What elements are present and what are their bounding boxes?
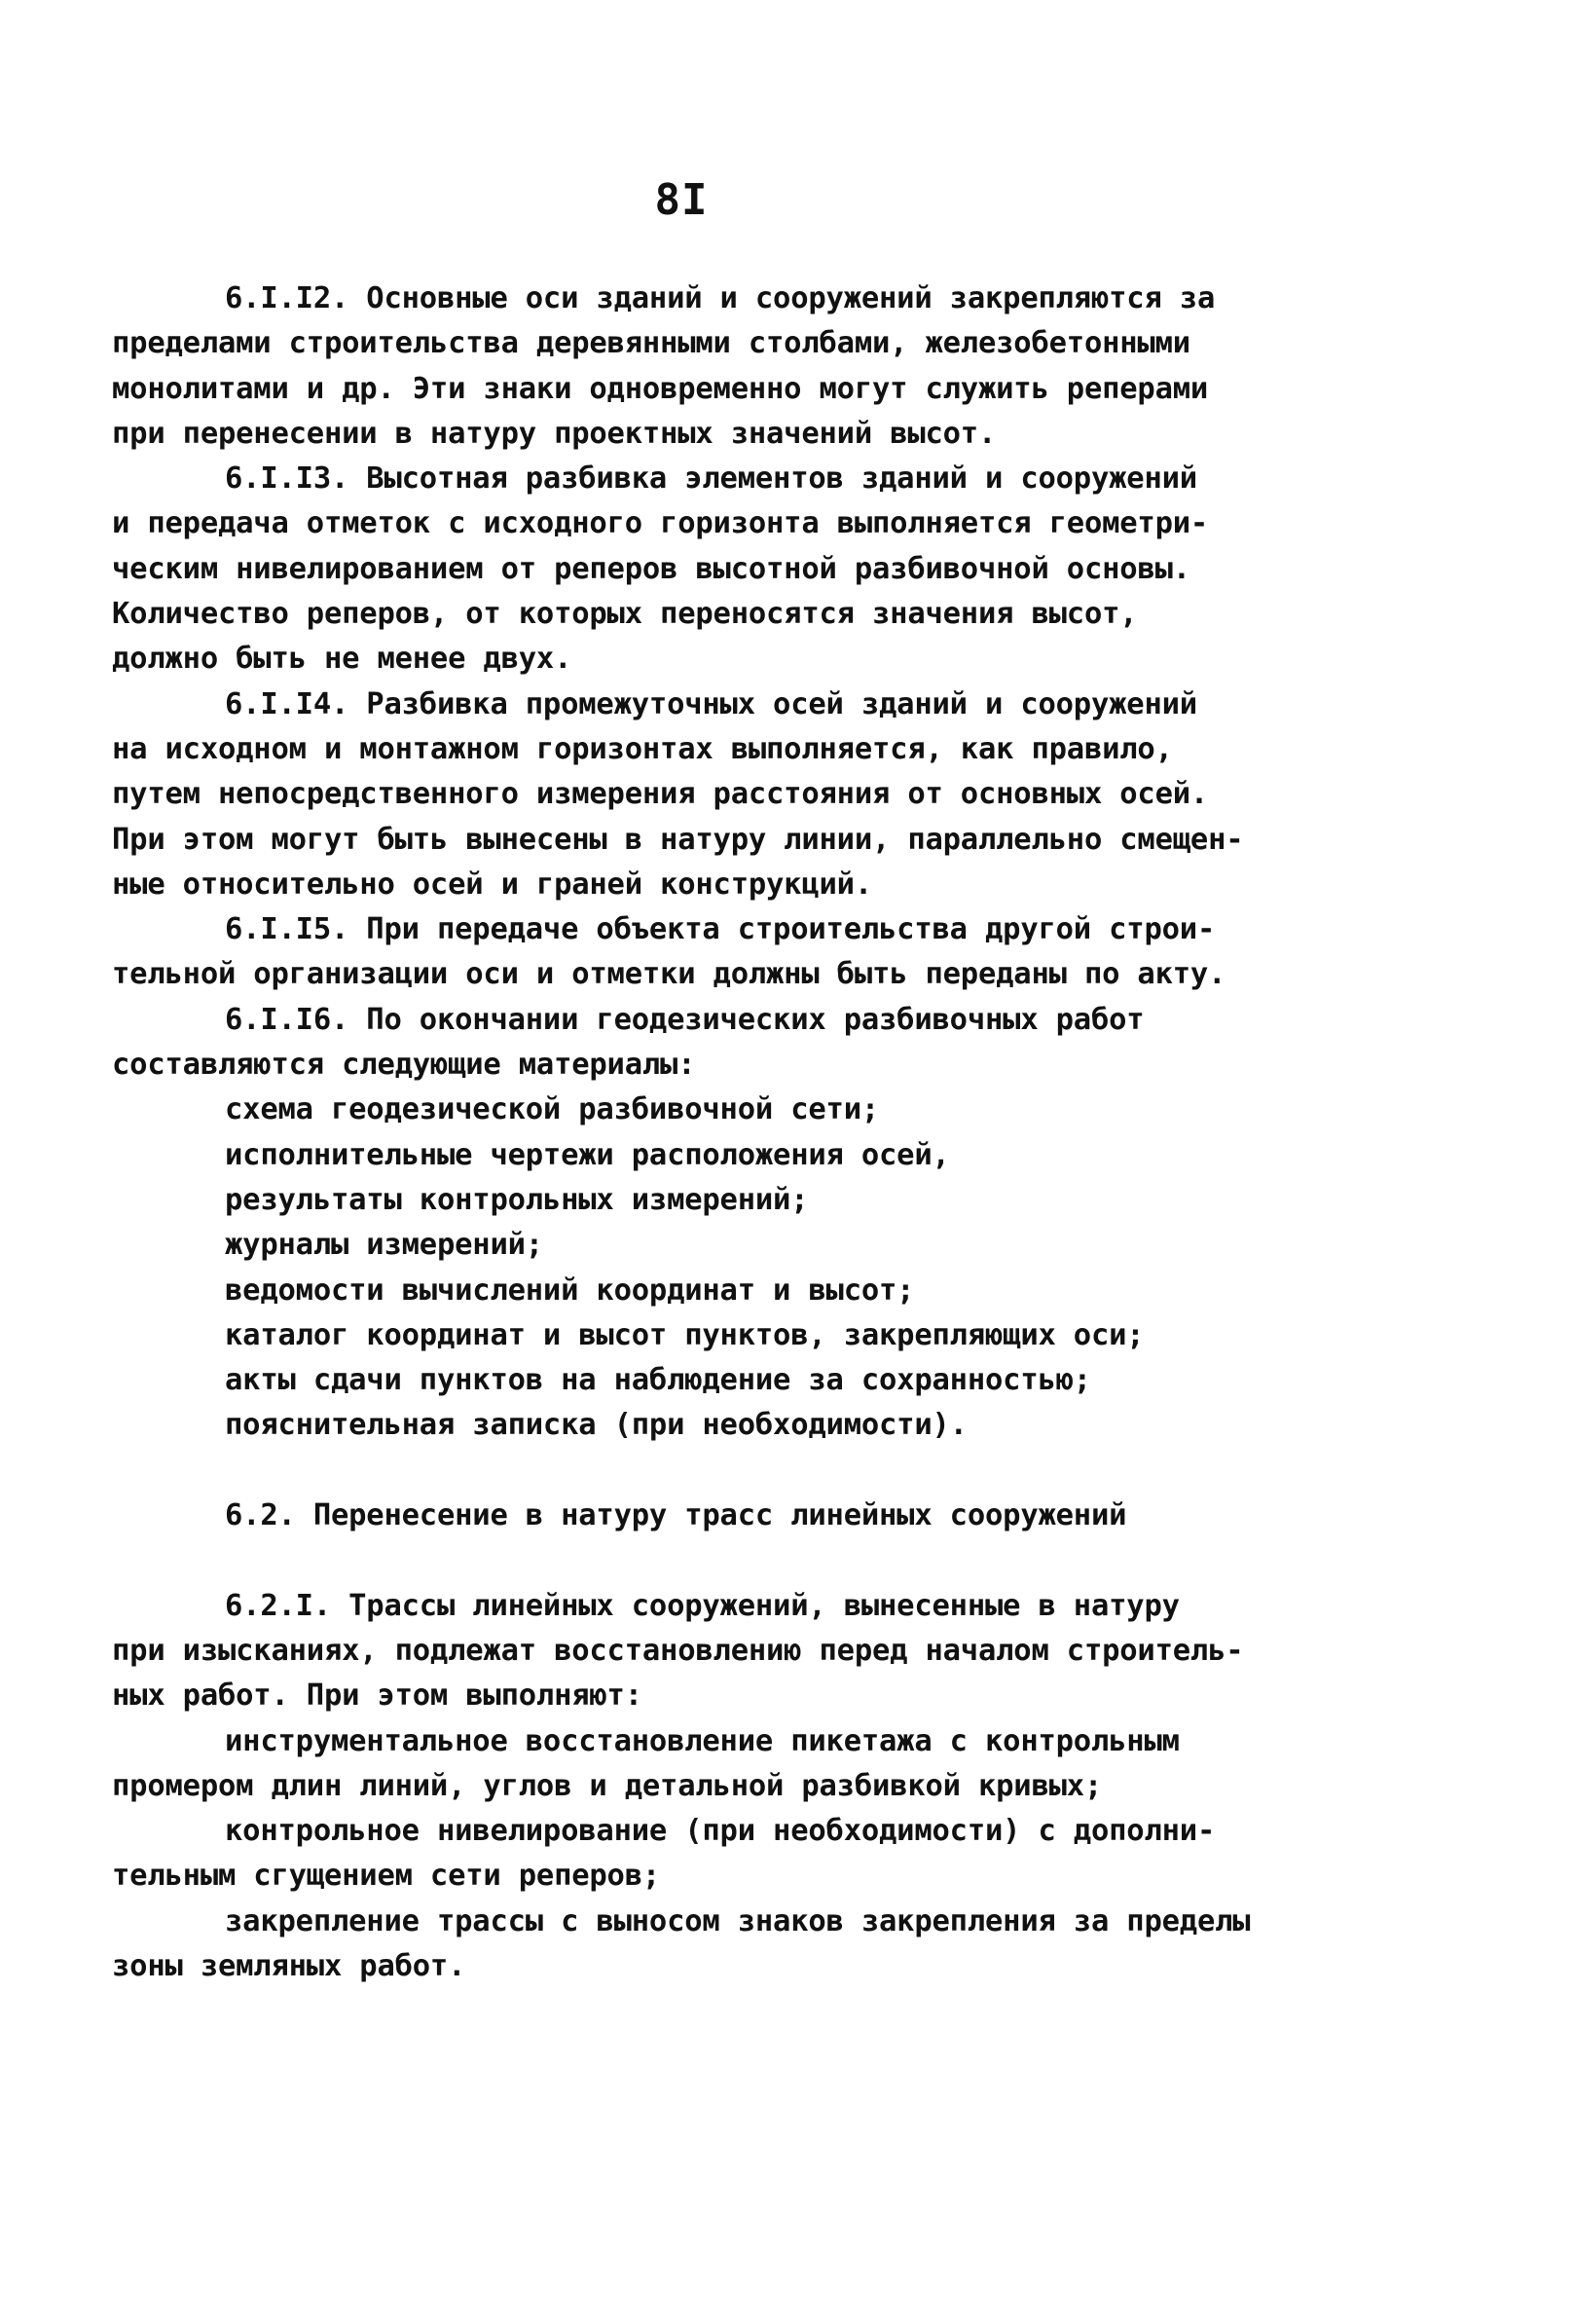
paragraph-6-1-12 [112, 277, 1319, 457]
paragraph-6-2-1 [112, 1584, 1319, 1719]
text-line: при перенесении в натуру проектных значений высот. [112, 416, 997, 451]
materials-list [112, 1088, 1319, 1448]
text-line: составляются следующие материалы: [112, 1048, 696, 1083]
spacer [112, 1538, 1319, 1583]
list-item: пояснительная записка (при необходимости). [225, 1408, 968, 1443]
list-item-continuation: тельным сгущением сети реперов; [112, 1859, 661, 1894]
text-line: ческим нивелированием от реперов высотной разбивочной основы. [112, 551, 1190, 586]
list-item: контрольное нивелирование (при необходимости) с дополни- [225, 1814, 1216, 1849]
text-line: 6.I.I5. При передаче объекта строительства другой строи- [225, 912, 1216, 947]
section-heading: 6.2. Перенесение в натуру трасс линейных сооружений [225, 1498, 1127, 1533]
text-line: 6.I.I2. Основные оси зданий и сооружений закрепляются за [225, 281, 1216, 315]
works-list [112, 1719, 1319, 1990]
text-line: 6.2.I. Трассы линейных сооружений, вынесенные в натуру [225, 1588, 1180, 1623]
list-item: каталог координат и высот пунктов, закрепляющих оси; [225, 1317, 1145, 1352]
list-item: закрепление трассы с выносом знаков закрепления за пределы [225, 1903, 1251, 1938]
spacer [112, 1449, 1319, 1494]
text-line: на исходном и монтажном горизонтах выполняется, как правило, [112, 731, 1173, 766]
list-item-continuation: промером длин линий, углов и детальной разбивкой кривых; [112, 1768, 1103, 1803]
list-item: инструментальное восстановление пикетажа с контрольным [225, 1723, 1180, 1758]
text-line: монолитами и др. Эти знаки одновременно могут служить реперами [112, 371, 1209, 406]
list-item: результаты контрольных измерений; [225, 1182, 809, 1217]
text-line: 6.I.I4. Разбивка промежуточных осей зданий и сооружений [225, 686, 1197, 721]
paragraph-6-1-16 [112, 998, 1319, 1088]
list-item: журналы измерений; [225, 1228, 543, 1263]
paragraph-6-1-15 [112, 907, 1319, 998]
text-line: 6.I.I3. Высотная разбивка элементов зданий и сооружений [225, 461, 1197, 497]
text-line: при изысканиях, подлежат восстановлению перед началом строитель- [112, 1633, 1244, 1668]
text-line: путем непосредственного измерения расстояния от основных осей. [112, 777, 1209, 812]
text-line: и передача отметок с исходного горизонта выполняется геометри- [112, 506, 1209, 541]
list-item-continuation: зоны земляных работ. [112, 1948, 466, 1983]
list-item: схема геодезической разбивочной сети; [225, 1092, 880, 1127]
text-line: должно быть не менее двух. [112, 642, 572, 677]
text-line: При этом могут быть вынесены в натуру линии, параллельно смещен- [112, 822, 1244, 857]
page-number: 8I [654, 175, 709, 225]
text-line: ные относительно осей и граней конструкций. [112, 867, 872, 902]
text-line: ных работ. При этом выполняют: [112, 1678, 642, 1714]
list-item: исполнительные чертежи расположения осей, [225, 1137, 950, 1172]
text-line: пределами строительства деревянными столбами, железобетонными [112, 326, 1190, 361]
paragraph-6-1-14 [112, 682, 1319, 907]
text-line: Количество реперов, от которых переносятся значения высот, [112, 597, 1138, 632]
paragraph-6-1-13 [112, 457, 1319, 682]
text-line: тельной организации оси и отметки должны быть переданы по акту. [112, 957, 1226, 992]
text-line: 6.I.I6. По окончании геодезических разбивочных работ [225, 1002, 1145, 1037]
list-item: ведомости вычислений координат и высот; [225, 1273, 915, 1308]
list-item: акты сдачи пунктов на наблюдение за сохранностью; [225, 1363, 1091, 1398]
document-body [112, 277, 1319, 1989]
